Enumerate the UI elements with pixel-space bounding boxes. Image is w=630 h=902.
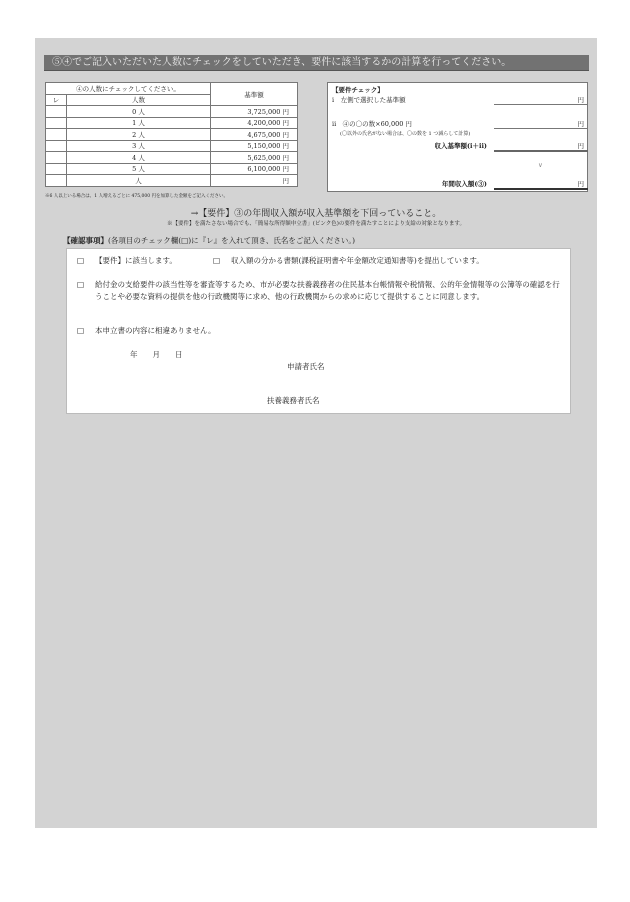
- row-amount: 4,200,000 円: [210, 117, 297, 129]
- confirm-title-note: (各項目のチェック欄(□)に『レ』を入れて頂き、氏名をご記入ください。): [108, 236, 356, 245]
- row-amount: 3,725,000 円: [210, 106, 297, 118]
- comparison-symbol: ∨: [538, 161, 543, 169]
- table-row: [46, 175, 298, 187]
- row-amount: 円: [210, 175, 297, 187]
- checkbox-income-doc[interactable]: □: [213, 256, 221, 265]
- table-row: [46, 152, 298, 164]
- item-consent: 給付金の支給要件の該当性等を審査等するため、市が必要な扶養義務者の住民基本台帳情報や税情報、公的年金情報等の公簿等の確認を行うことや必要な資料の提供を他の行政機関等に求め、他の行政機関からの求めに応じて提供することに同意します。: [95, 280, 560, 301]
- item-income-doc: 収入額の分かる書類(課税証明書や年金額改定通知書等)を提出しています。: [231, 256, 484, 265]
- row-people: 0 人: [67, 106, 211, 118]
- table-row: [46, 163, 298, 175]
- col-amount: 基準額: [210, 83, 297, 106]
- income-base-label: 収入基準額(i＋ii): [434, 142, 487, 150]
- checkbox-requirement[interactable]: □: [77, 256, 85, 265]
- annual-income-field[interactable]: [494, 188, 588, 190]
- checkbox-no-discrepancy[interactable]: □: [77, 326, 85, 335]
- check-ii-field[interactable]: [494, 128, 588, 129]
- people-table: [45, 82, 298, 187]
- requirement-text: →【要件】③の年間収入額が収入基準額を下回っていること。: [190, 209, 442, 219]
- check-i-label: i 左側で選択した基準額: [332, 96, 406, 104]
- table-caption: ④の人数にチェックしてください。: [46, 83, 211, 95]
- check-i-field[interactable]: [494, 104, 588, 105]
- row-amount: 5,625,000 円: [210, 152, 297, 164]
- table-row: [46, 106, 298, 118]
- row-people: 3 人: [67, 140, 211, 152]
- table-row: [46, 129, 298, 141]
- checkbox-consent[interactable]: □: [77, 280, 85, 289]
- item-requirement: 【要件】に該当します。: [95, 256, 177, 265]
- row-amount: 6,100,000 円: [210, 163, 297, 175]
- item-no-discrepancy: 本申立書の内容に相違ありません。: [95, 326, 216, 335]
- row-people: 4 人: [67, 152, 211, 164]
- yen-label: 円: [577, 180, 584, 188]
- check-ii-note: (〇以外の氏名がない場合は、〇の数を 1 つ減らして計算): [340, 131, 471, 137]
- yen-label: 円: [577, 120, 584, 128]
- row-amount: 5,150,000 円: [210, 140, 297, 152]
- annual-income-label: 年間収入額(③): [441, 180, 487, 188]
- row-people: 5 人: [67, 163, 211, 175]
- confirm-title: 【確認事項】: [63, 236, 108, 245]
- row-check-cell[interactable]: [46, 152, 67, 164]
- row-check-cell[interactable]: [46, 163, 67, 175]
- table-row: [46, 117, 298, 129]
- col-people: 人数: [67, 94, 211, 106]
- requirement-note: ※【要件】を満たさない場合でも、「簡易な所得額申立書」(ピンク色)の要件を満たすことにより支給の対象となります。: [167, 221, 465, 227]
- check-ii-label: ii ④の〇の数×60,000 円: [332, 120, 412, 128]
- row-people: 人: [67, 175, 211, 187]
- section-header: ⑤④でご記入いただいた人数にチェックをしていただき、要件に該当するかの計算を行ってください。: [44, 55, 589, 71]
- requirement-check-box: [327, 82, 588, 192]
- confirmation-box: [66, 248, 571, 414]
- row-check-cell[interactable]: [46, 117, 67, 129]
- check-title: 【要件チェック】: [332, 86, 384, 94]
- row-check-cell[interactable]: [46, 106, 67, 118]
- supporter-name-label: 扶養義務者氏名: [267, 396, 320, 405]
- row-amount: 4,675,000 円: [210, 129, 297, 141]
- applicant-name-label: 申請者氏名: [287, 362, 325, 371]
- col-check: レ: [46, 94, 67, 106]
- table-row: [46, 140, 298, 152]
- income-base-field[interactable]: [494, 150, 588, 152]
- row-people: 2 人: [67, 129, 211, 141]
- row-check-cell[interactable]: [46, 175, 67, 187]
- row-check-cell[interactable]: [46, 140, 67, 152]
- yen-label: 円: [577, 142, 584, 150]
- row-people: 1 人: [67, 117, 211, 129]
- table-note: ※6 人以上いる場合は、1 人増えるごとに 475,000 円を加算した金額をご記入ください。: [45, 194, 229, 199]
- confirm-heading: [63, 235, 355, 246]
- yen-label: 円: [577, 96, 584, 104]
- date-field[interactable]: 年 月 日: [130, 350, 183, 359]
- row-check-cell[interactable]: [46, 129, 67, 141]
